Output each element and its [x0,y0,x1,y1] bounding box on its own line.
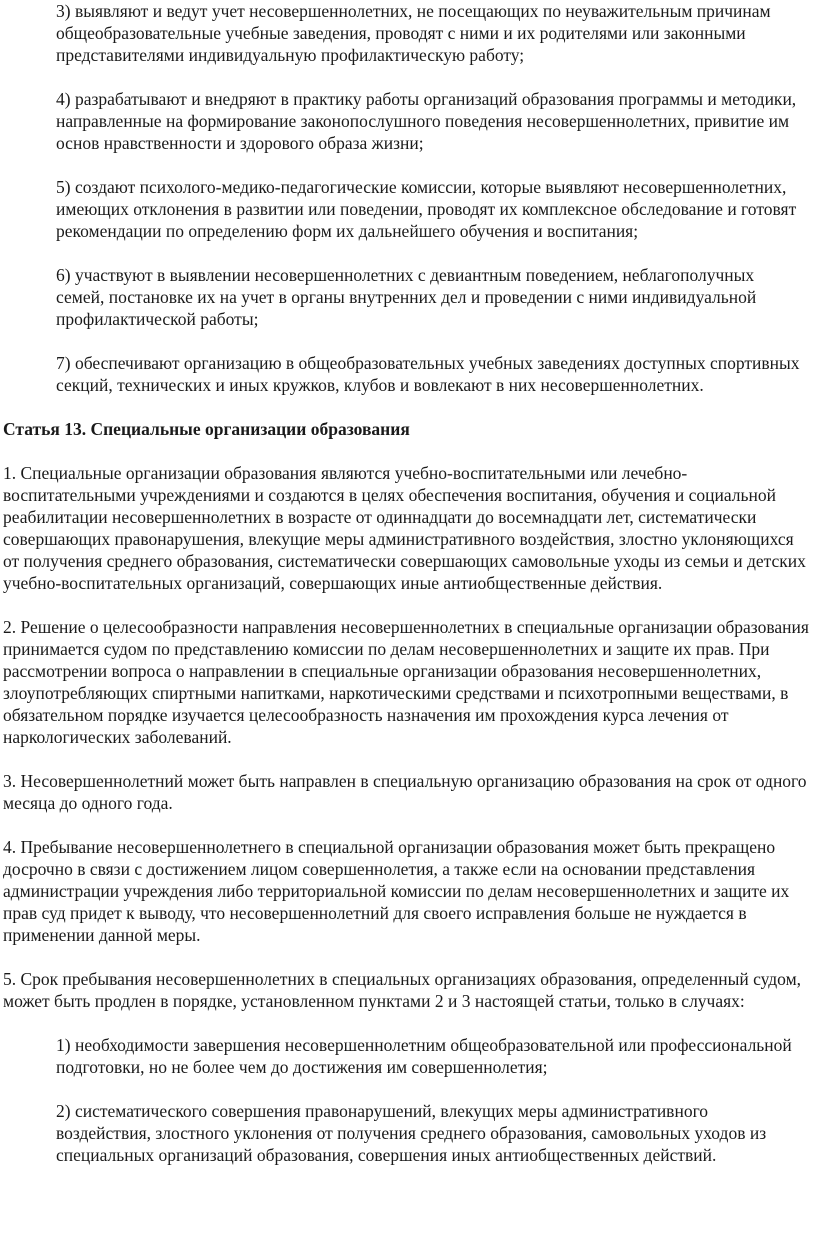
paragraph-gap [0,330,816,352]
paragraph-gap [0,814,816,836]
list-item-3: 3) выявляют и ведут учет несовершеннолетних, не посещающих по неуважительным причинам общеобразовательные учебные заведения, проводят с ними и их родителями или законными представителями индивидуальную профилактическую работу; [56,1,771,65]
paragraph-gap [0,242,816,264]
list-item-7: 7) обеспечивают организацию в общеобразовательных учебных заведениях доступных спортивных секций, технических и иных кружков, клубов и вовлекают в них несовершеннолетних. [56,353,800,395]
article-paragraph-1: 1. Специальные организации образования являются учебно-воспитательными или лечебно-воспитательными учреждениями и создаются в целях обеспечения воспитания, обучения и социальной реабилитации несовершеннолетних в возрасте от одиннадцати до восемнадцати лет, систематически совершающих правонарушения, влекущие меры административного воздействия, злостно уклоняющихся от получения среднего образования, систематически совершающих самовольные уходы из семьи и детских учебно-воспитательных организаций, совершающих иные антиобщественные действия. [3,463,806,593]
article-heading: Статья 13. Специальные организации образования [3,419,410,439]
article-paragraph-2: 2. Решение о целесообразности направления несовершеннолетних в специальные организации образования принимается судом по представлению комиссии по делам несовершеннолетних и защите их прав. При рассмотрении вопроса о направлении в специальные организации образования несовершеннолетних, злоупотребляющих спиртными напитками, наркотическими средствами и психотропными веществами, в обязательном порядке изучается целесообразность назначения им прохождения курса лечения от наркологических заболеваний. [3,617,809,747]
paragraph-gap [0,1078,816,1100]
paragraph-gap [0,396,816,418]
paragraph-gap [0,946,816,968]
paragraph-gap [0,594,816,616]
list-item-5: 5) создают психолого-медико-педагогические комиссии, которые выявляют несовершеннолетних, имеющих отклонения в развитии или поведении, проводят их комплексное обследование и готовят рекомендации по определению форм их дальнейшего обучения и воспитания; [56,177,797,241]
paragraph-gap [0,440,816,462]
article-paragraph-4: 4. Пребывание несовершеннолетнего в специальной организации образования может быть прекращено досрочно в связи с достижением лицом совершеннолетия, а также если на основании представления администрации учреждения либо территориальной комиссии по делам несовершеннолетних и защите их прав суд придет к выводу, что несовершеннолетний для своего исправления больше не нуждается в применении данной меры. [3,837,790,945]
article-paragraph-3: 3. Несовершеннолетний может быть направлен в специальную организацию образования на срок от одного месяца до одного года. [3,771,807,813]
paragraph-gap [0,748,816,770]
sub-item-1: 1) необходимости завершения несовершеннолетним общеобразовательной или профессиональной подготовки, но не более чем до достижения им совершеннолетия; [56,1035,792,1077]
paragraph-gap [0,1012,816,1034]
sub-item-2: 2) систематического совершения правонарушений, влекущих меры административного воздействия, злостного уклонения от получения среднего образования, самовольных уходов из специальных организаций образования, совершения иных антиобщественных действий. [56,1101,767,1165]
paragraph-gap [0,66,816,88]
list-item-4: 4) разрабатывают и внедряют в практику работы организаций образования программы и методики, направленные на формирование законопослушного поведения несовершеннолетних, привитие им основ нравственности и здорового образа жизни; [56,89,797,153]
article-paragraph-5: 5. Срок пребывания несовершеннолетних в специальных организациях образования, определенный судом, может быть продлен в порядке, установленном пунктами 2 и 3 настоящей статьи, только в случаях: [3,969,802,1011]
list-item-6: 6) участвуют в выявлении несовершеннолетних с девиантным поведением, неблагополучных семей, постановке их на учет в органы внутренних дел и проведении с ними индивидуальной профилактической работы; [56,265,757,329]
paragraph-gap [0,154,816,176]
